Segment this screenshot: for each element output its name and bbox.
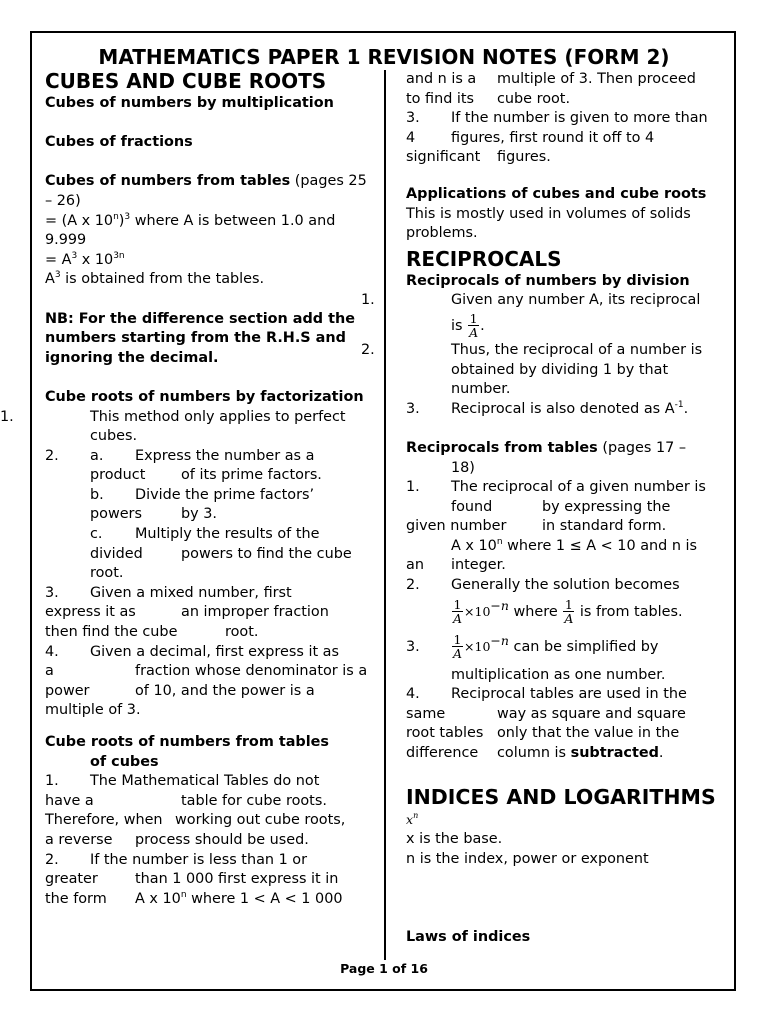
page-number: Page 1 of 16 [340, 961, 428, 976]
list-item: 1. The reciprocal of a given number is [406, 479, 706, 496]
list-item: b. Divide the prime factors’ [90, 486, 315, 503]
list-item: 3. Reciprocal is also denoted as $A^{-1}$. [406, 399, 689, 417]
subheading-reciprocals-by-division: Reciprocals of numbers by division [406, 272, 690, 289]
list-item-continued: is $\frac{1}{A}$ . [451, 311, 485, 341]
list-item-continued: A x 10$^n$ where 1 ≤ A < 10 and n is [451, 537, 698, 554]
list-item: 2. a. Express the number as a [45, 447, 315, 464]
list-item-continued: same way as square and square [406, 705, 686, 722]
list-item-continued: root tables only that the value in the [406, 725, 680, 742]
list-item: 1. The Mathematical Tables do not [45, 773, 320, 790]
list-item-continued: multiplication as one number. [451, 666, 666, 683]
subheading-cubes-of-fractions: Cubes of fractions [45, 134, 193, 151]
heading-reciprocals: RECIPROCALS [406, 246, 562, 271]
list-item: 1. Given any number A, its reciprocal [361, 292, 701, 309]
list-item-continued: root. [90, 565, 124, 582]
list-item-continued: power of 10, and the power is a [45, 682, 315, 699]
list-item-continued: $\frac{1}{A}$ $\times 10^{-n}$ where $\frac{1}{A}$ is from tables. [453, 597, 683, 627]
fraction: $\frac{1}{A}$ [469, 311, 479, 341]
fraction: $\frac{1}{A}$ [564, 597, 574, 627]
paragraph: This is mostly used in volumes of solids problems. [406, 205, 691, 242]
list-item: 4. Reciprocal tables are used in the [406, 686, 687, 703]
list-item: 3. $\frac{1}{A}$ $\times 10^{-n}$ can be simplified by [406, 632, 659, 662]
list-item-continued: have a table for cube roots. [45, 792, 327, 809]
list-item: 3. Given a mixed number, first [45, 584, 292, 601]
subheading-cube-roots-from-tables: Cube roots of numbers from tables [45, 734, 329, 750]
subheading-reciprocals-from-tables-cont: 18) [451, 459, 475, 476]
list-item-continued: Therefore, when working out cube roots, [45, 812, 346, 829]
list-item-continued: then find the cube root. [45, 624, 259, 641]
list-item-continued: multiple of 3. [45, 702, 141, 719]
subheading-cubes-from-tables: Cubes of numbers from tables (pages 25 – 26) [45, 173, 367, 209]
list-item-continued: divided powers to find the cube [90, 545, 352, 562]
list-item-continued: a fraction whose denominator is a [45, 663, 368, 680]
equation-line: = $A^3$ x $10^{3n}$ [45, 250, 125, 268]
list-item: 2. If the number is less than 1 or [45, 851, 308, 868]
subheading-cube-roots-factorization: Cube roots of numbers by factorization [45, 388, 364, 405]
equation-line: $A^3$ is obtained from the tables. [45, 270, 265, 288]
left-column [0, 68, 375, 909]
list-item-continued: 4 figures, first round it off to 4 [406, 129, 655, 146]
page-title: MATHEMATICS PAPER 1 REVISION NOTES (FORM 2) [98, 45, 670, 69]
subheading-cube-roots-from-tables-cont: of cubes [90, 753, 159, 770]
list-item: 2. Thus, the reciprocal of a number is obtained by dividing 1 by that number. [361, 341, 703, 398]
list-item-continued: and n is a multiple of 3. Then proceed [406, 71, 696, 87]
paragraph: n is the index, power or exponent [406, 850, 649, 867]
list-item-continued: difference column is subtracted. [406, 745, 664, 762]
list-item-continued: significant figures. [406, 149, 551, 166]
list-item-continued: product of its prime factors. [90, 467, 322, 484]
list-item: 4. Given a decimal, first express it as [45, 643, 339, 660]
expression-x-power-n: $x^n$ [406, 810, 419, 827]
list-item-continued: greater than 1 000 first express it in [45, 871, 339, 888]
list-item-continued: found by expressing the [451, 498, 671, 515]
list-item-continued: a reverse process should be used. [45, 831, 309, 848]
list-item-continued: powers by 3. [90, 506, 217, 523]
column-divider [384, 70, 386, 960]
heading-cubes-and-cube-roots: CUBES AND CUBE ROOTS [45, 69, 327, 93]
list-item-continued: the form A x 10$^n$ where 1 < A < 1 000 [45, 889, 343, 907]
list-item: 3. If the number is given to more than [406, 110, 708, 127]
list-item-continued: an integer. [406, 557, 506, 574]
heading-indices-and-logarithms: INDICES AND LOGARITHMS [406, 784, 716, 809]
list-item: 2. Generally the solution becomes [406, 577, 680, 594]
fraction: $\frac{1}{A}$ [453, 632, 463, 662]
right-column [361, 68, 728, 948]
fraction: $\frac{1}{A}$ [453, 597, 463, 627]
list-item-continued: express it as an improper fraction [45, 604, 329, 621]
equation-line: = (A x 10$^n$)$^3$ where A is between 1.0 and 9.999 [45, 211, 336, 249]
subheading-laws-of-indices: Laws of indices [406, 929, 531, 946]
paragraph: x is the base. [406, 831, 503, 848]
list-item: 1. This method only applies to perfect cubes. [0, 408, 346, 445]
subheading-cubes-by-multiplication: Cubes of numbers by multiplication [45, 95, 334, 111]
note-paragraph: NB: For the difference section add the numbers starting from the R.H.S and ignoring the decimal. [45, 310, 355, 366]
subheading-applications: Applications of cubes and cube roots [406, 185, 707, 202]
list-item-continued: to find its cube root. [406, 90, 571, 107]
subheading-reciprocals-from-tables: Reciprocals from tables (pages 17 – [406, 439, 687, 456]
list-item-continued: given number in standard form. [406, 518, 667, 535]
list-item: c. Multiply the results of the [90, 526, 320, 543]
